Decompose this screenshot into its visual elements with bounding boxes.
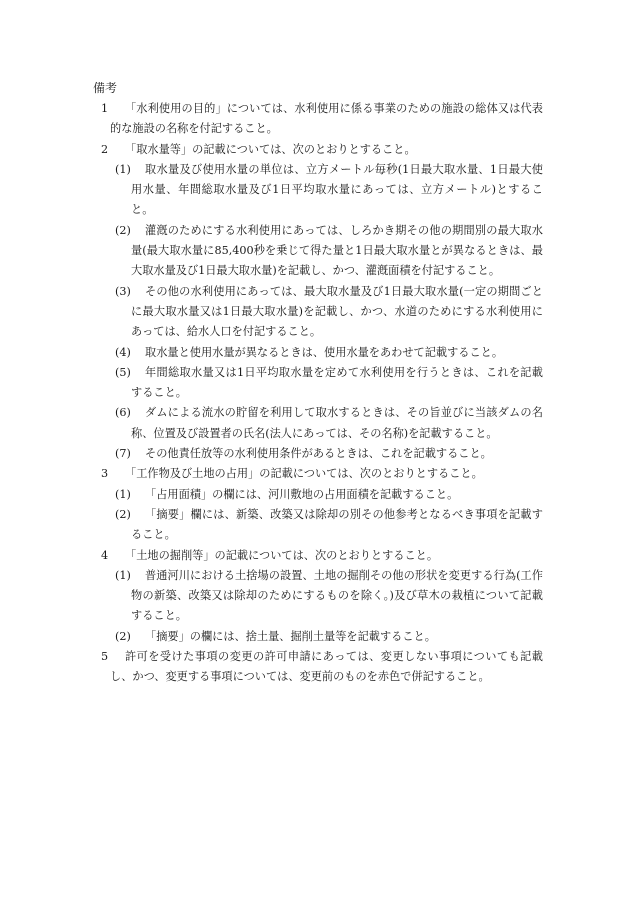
- note-number: 5: [101, 650, 109, 664]
- notes-heading: 備考: [93, 81, 118, 95]
- sub-text: 「摘要」欄には、新築、改築又は除却の別その他参考となるべき事項を記載すること。: [131, 507, 543, 542]
- sub-text: 取水量及び使用水量の単位は、立方メートル毎秒(1日最大取水量、1日最大使用水量、年間総取水量及び1日平均取水量にあっては、立方メートル)とすること。: [131, 162, 543, 217]
- sub-item-2-6: [93, 403, 543, 444]
- sub-text: 普通河川における土捨場の設置、土地の掘削その他の形状を変更する行為(工作物の新築、改築又は除却のためにするものを除く。)及び草木の栽植について記載すること。: [131, 568, 543, 623]
- sub-number: (5): [115, 365, 131, 379]
- sub-number: (2): [115, 223, 131, 237]
- note-item-1: [93, 99, 543, 140]
- note-number: 3: [101, 467, 109, 481]
- sub-number: (2): [115, 629, 131, 643]
- sub-number: (1): [115, 162, 131, 176]
- note-text: 「取水量等」の記載については、次のとおりとすること。: [125, 142, 416, 156]
- sub-text: ダムによる流水の貯留を利用して取水するときは、その旨並びに当該ダムの名称、位置及び設置者の氏名(法人にあっては、その名称)を記載すること。: [131, 406, 543, 440]
- notes-list: [93, 99, 543, 688]
- sub-text: 取水量と使用水量が異なるときは、使用水量をあわせて記載すること。: [145, 345, 504, 359]
- sub-text: その他責任放等の水利使用条件があるときは、これを記載すること。: [145, 447, 492, 461]
- sub-item-2-4: [93, 343, 543, 363]
- note-item-3: [93, 464, 543, 484]
- sub-text: 「占用面積」の欄には、河川敷地の占用面積を記載すること。: [145, 487, 459, 501]
- sub-number: (6): [115, 406, 131, 420]
- sub-number: (2): [115, 507, 131, 521]
- note-number: 1: [101, 102, 109, 115]
- note-text: 「土地の掘削等」の記載については、次のとおりとすること。: [125, 548, 439, 562]
- note-item-2: [93, 140, 543, 160]
- note-item-5: [93, 647, 543, 688]
- note-text: 許可を受けた事項の変更の許可申請にあっては、変更しない事項についても記載し、かつ、変更する事項については、変更前のものを赤色で併記すること。: [110, 650, 543, 684]
- sub-item-3-2: [93, 505, 543, 546]
- note-text: 「水利使用の目的」については、水利使用に係る事業のための施設の総体又は代表的な施設の名称を付記すること。: [110, 102, 543, 136]
- sub-text: 灌漑のためにする水利使用にあっては、しろかき期その他の期間別の最大取水量(最大取水量に85,400秒を乗じて得た量と1日最大取水量とが異なるときは、最大取水量及び1日最大取水量)を記載し、かつ、灌漑面積を付記すること。: [131, 223, 543, 278]
- sub-text: 「摘要」の欄には、捨土量、掘削土量等を記載すること。: [145, 629, 436, 643]
- sub-item-2-5: [93, 363, 543, 404]
- sub-item-3-1: [93, 485, 543, 505]
- sub-item-4-2: [93, 627, 543, 647]
- sub-text: 年間総取水量又は1日平均取水量を定めて水利使用を行うときは、これを記載すること。: [131, 365, 543, 400]
- sub-item-2-2: [93, 221, 543, 282]
- note-number: 4: [101, 548, 109, 562]
- sub-item-4-1: [93, 566, 543, 627]
- note-item-4: [93, 546, 543, 566]
- sub-number: (4): [115, 345, 131, 359]
- note-text: 「工作物及び土地の占用」の記載については、次のとおりとすること。: [125, 467, 483, 481]
- note-number: 2: [101, 142, 109, 156]
- sub-item-2-3: [93, 282, 543, 343]
- sub-item-2-1: [93, 160, 543, 221]
- sub-number: (7): [115, 447, 131, 461]
- sub-number: (3): [115, 284, 131, 298]
- sub-number: (1): [115, 568, 131, 582]
- sub-item-2-7: [93, 444, 543, 464]
- sub-text: その他の水利使用にあっては、最大取水量及び1日最大取水量(一定の期間ごとに最大取水量又は1日最大取水量)を記載し、かつ、水道のためにする水利使用にあっては、給水人口を付記すること。: [131, 284, 543, 339]
- sub-number: (1): [115, 487, 131, 501]
